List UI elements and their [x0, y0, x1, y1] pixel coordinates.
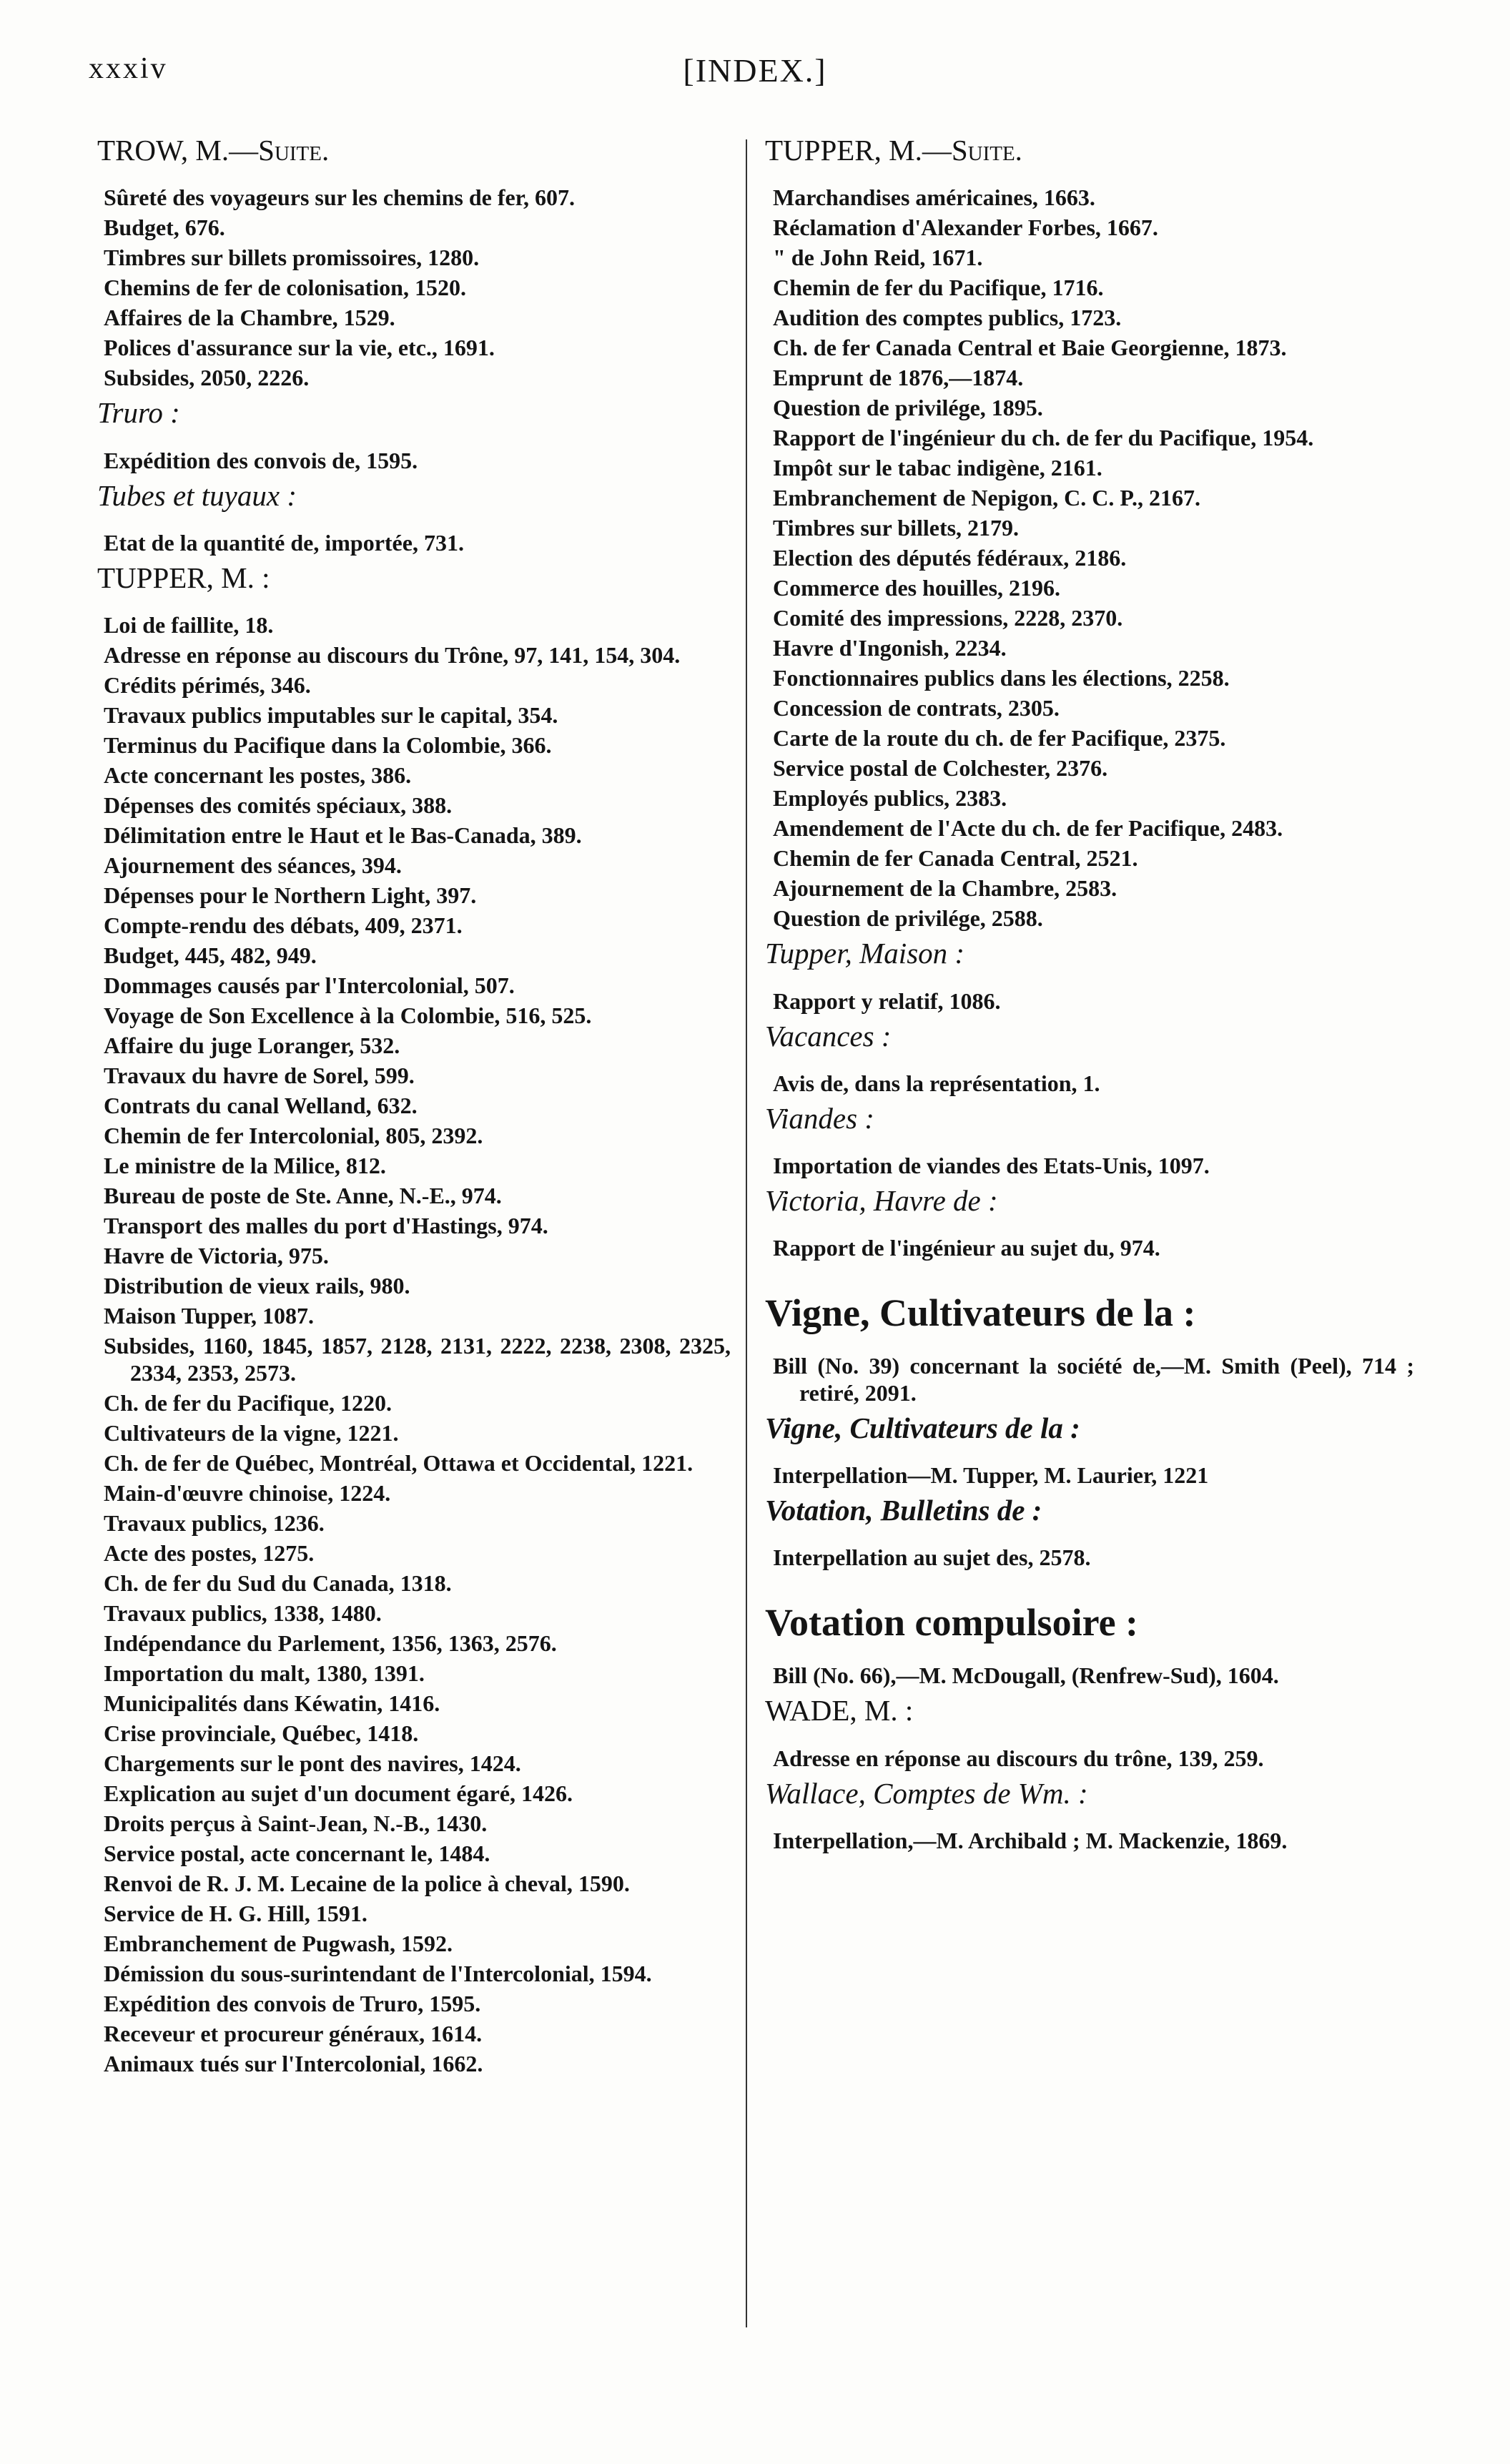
index-entry: Avis de, dans la représentation, 1.	[773, 1070, 1100, 1096]
index-entry: Distribution de vieux rails, 980.	[104, 1273, 410, 1298]
index-entry-list	[764, 1745, 1414, 1773]
index-entry: Employés publics, 2383.	[773, 785, 1007, 812]
index-entry: Question de privilége, 2588.	[773, 905, 1043, 932]
index-entry: Comité des impressions, 2228, 2370.	[773, 605, 1123, 631]
index-entry: Adresse en réponse au discours du trône, 139, 259.	[773, 1745, 1264, 1771]
index-entry: Importation du malt, 1380, 1391.	[104, 1660, 425, 1686]
index-entry: Ajournement de la Chambre, 2583.	[773, 875, 1117, 902]
index-entry: Délimitation entre le Haut et le Bas-Canada, 389.	[104, 822, 582, 848]
running-head: [INDEX.]	[683, 52, 827, 89]
index-entry: Voyage de Son Excellence à la Colombie, 516, 525.	[104, 1002, 592, 1028]
index-entry: Cultivateurs de la vigne, 1221.	[104, 1419, 399, 1446]
index-entry: Commerce des houilles, 2196.	[773, 575, 1061, 601]
index-entry: Budget, 676.	[104, 215, 225, 241]
index-entry-list	[94, 530, 731, 557]
index-entry: Renvoi de R. J. M. Lecaine de la police à cheval, 1590.	[104, 1870, 630, 1896]
index-entry: Affaires de la Chambre, 1529.	[104, 305, 395, 331]
index-entry: " de John Reid, 1671.	[773, 245, 983, 271]
page-header	[0, 51, 1510, 102]
index-entry-list	[764, 184, 1414, 932]
index-entry: Expédition des convois de Truro, 1595.	[104, 1990, 481, 2016]
index-entry: Audition des comptes publics, 1723.	[773, 305, 1122, 331]
index-heading: TUPPER, M.—Suite.	[765, 134, 1022, 167]
index-entry: Polices d'assurance sur la vie, etc., 1691.	[104, 335, 495, 361]
index-section-tupper-maison	[764, 935, 1414, 1015]
index-heading: WADE, M. :	[765, 1694, 914, 1728]
index-heading: Vigne, Cultivateurs de la :	[765, 1291, 1196, 1334]
index-heading: Wallace, Comptes de Wm. :	[765, 1776, 1088, 1810]
index-section-wade-m	[764, 1692, 1414, 1772]
index-entry: Chargements sur le pont des navires, 1424.	[104, 1750, 521, 1776]
index-entry: Subsides, 1160, 1845, 1857, 2128, 2131, 2222, 2238, 2308, 2325, 2334, 2353, 2573.	[104, 1333, 731, 1386]
index-entry: Service de H. G. Hill, 1591.	[104, 1900, 367, 1926]
index-entry: Carte de la route du ch. de fer Pacifique, 2375.	[773, 725, 1226, 751]
index-entry: Havre de Victoria, 975.	[104, 1243, 329, 1268]
index-entry: Timbres sur billets, 2179.	[773, 515, 1020, 541]
index-entry: Sûreté des voyageurs sur les chemins de fer, 607.	[104, 184, 575, 211]
index-entry-list	[764, 1235, 1414, 1262]
index-entry-list	[94, 612, 731, 2077]
index-entry: Question de privilége, 1895.	[773, 395, 1043, 421]
index-section-trow-m-suite	[94, 132, 731, 392]
index-entry: Service postal, acte concernant le, 1484.	[104, 1840, 490, 1866]
index-entry: Crédits périmés, 346.	[104, 672, 311, 698]
index-entry: Acte des postes, 1275.	[104, 1539, 315, 1566]
index-section-tupper-m-suite	[764, 132, 1414, 932]
index-column-left	[94, 132, 731, 2081]
index-entry: Chemins de fer de colonisation, 1520.	[104, 275, 466, 301]
index-entry: Adresse en réponse au discours du Trône, 97, 141, 154, 304.	[104, 642, 681, 668]
index-entry: Embranchement de Nepigon, C. C. P., 2167.	[773, 485, 1200, 511]
index-entry: Chemin de fer Canada Central, 2521.	[773, 845, 1138, 872]
index-heading: Truro :	[97, 396, 180, 430]
index-entry: Réclamation d'Alexander Forbes, 1667.	[773, 215, 1158, 241]
index-entry: Droits perçus à Saint-Jean, N.-B., 1430.	[104, 1810, 488, 1836]
index-entry: Chemin de fer du Pacifique, 1716.	[773, 275, 1104, 301]
index-entry: Expédition des convois de, 1595.	[104, 447, 418, 473]
index-entry: Ajournement des séances, 394.	[104, 852, 402, 878]
index-section-truro	[94, 395, 731, 474]
index-entry: Election des députés fédéraux, 2186.	[773, 545, 1127, 571]
index-section-viandes	[764, 1100, 1414, 1180]
index-entry: Embranchement de Pugwash, 1592.	[104, 1930, 453, 1956]
index-entry: Main-d'œuvre chinoise, 1224.	[104, 1479, 391, 1506]
index-entry: Maison Tupper, 1087.	[104, 1303, 315, 1329]
index-entry: Receveur et procureur généraux, 1614.	[104, 2020, 483, 2046]
index-entry: Acte concernant les postes, 386.	[104, 762, 412, 788]
index-entry-list	[764, 1544, 1414, 1572]
index-entry: Rapport de l'ingénieur du ch. de fer du Pacifique, 1954.	[773, 425, 1314, 451]
index-entry: Interpellation,—M. Archibald ; M. Mackenzie, 1869.	[773, 1827, 1288, 1853]
index-entry-list	[94, 448, 731, 475]
index-section-wallace-comptes-de-wm	[764, 1775, 1414, 1855]
index-entry: Loi de faillite, 18.	[104, 612, 274, 638]
index-entry: Havre d'Ingonish, 2234.	[773, 635, 1007, 661]
index-entry: Impôt sur le tabac indigène, 2161.	[773, 455, 1102, 481]
index-entry: Transport des malles du port d'Hastings, 974.	[104, 1213, 548, 1238]
index-entry: Fonctionnaires publics dans les élections, 2258.	[773, 665, 1230, 691]
index-heading: Vacances :	[765, 1019, 892, 1053]
page-number: xxxiv	[89, 52, 168, 85]
index-section-vacances	[764, 1018, 1414, 1098]
index-entry: Importation de viandes des Etats-Unis, 1097.	[773, 1153, 1210, 1178]
index-entry: Dépenses des comités spéciaux, 388.	[104, 792, 453, 818]
index-entry: Chemin de fer Intercolonial, 805, 2392.	[104, 1123, 483, 1148]
index-entry: Timbres sur billets promissoires, 1280.	[104, 245, 480, 271]
index-section-vigne-cultivateurs-de-la	[764, 1410, 1414, 1489]
index-entry: Travaux publics, 1338, 1480.	[104, 1600, 382, 1626]
index-entry: Affaire du juge Loranger, 532.	[104, 1033, 400, 1058]
index-entry: Ch. de fer de Québec, Montréal, Ottawa et Occidental, 1221.	[104, 1449, 694, 1476]
index-entry: Travaux publics imputables sur le capital, 354.	[104, 702, 558, 728]
index-entry-list	[764, 1662, 1414, 1690]
index-section-votation-bulletins-de	[764, 1492, 1414, 1572]
index-entry-list	[764, 988, 1414, 1015]
index-entry: Service postal de Colchester, 2376.	[773, 755, 1108, 782]
index-heading: Tubes et tuyaux :	[97, 478, 297, 512]
index-heading: TUPPER, M. :	[97, 561, 270, 594]
index-entry: Travaux du havre de Sorel, 599.	[104, 1063, 415, 1088]
index-entry-list	[764, 1462, 1414, 1489]
index-entry: Amendement de l'Acte du ch. de fer Pacifique, 2483.	[773, 815, 1283, 842]
index-entry: Bureau de poste de Ste. Anne, N.-E., 974.	[104, 1183, 502, 1208]
index-entry: Bill (No. 39) concernant la société de,—M. Smith (Peel), 714 ; retiré, 2091.	[773, 1353, 1414, 1406]
index-entry-list	[764, 1353, 1414, 1406]
index-entry-list	[764, 1828, 1414, 1855]
index-entry: Dépenses pour le Northern Light, 397.	[104, 882, 477, 908]
index-entry-list	[764, 1070, 1414, 1098]
index-entry: Terminus du Pacifique dans la Colombie, 366.	[104, 732, 552, 758]
index-entry-list	[764, 1153, 1414, 1180]
index-heading: Vigne, Cultivateurs de la :	[765, 1411, 1080, 1444]
index-entry: Bill (No. 66),—M. McDougall, (Renfrew-Sud), 1604.	[773, 1662, 1279, 1689]
index-entry: Concession de contrats, 2305.	[773, 695, 1060, 721]
index-entry: Crise provinciale, Québec, 1418.	[104, 1720, 419, 1746]
index-entry: Municipalités dans Kéwatin, 1416.	[104, 1690, 440, 1716]
index-entry: Interpellation—M. Tupper, M. Laurier, 1221	[773, 1462, 1209, 1488]
index-section-votation-compulsoire	[764, 1599, 1414, 1690]
index-entry: Compte-rendu des débats, 409, 2371.	[104, 912, 463, 938]
index-entry: Marchandises américaines, 1663.	[773, 184, 1095, 211]
index-entry: Emprunt de 1876,—1874.	[773, 365, 1024, 391]
index-heading: Victoria, Havre de :	[765, 1184, 998, 1217]
index-entry: Interpellation au sujet des, 2578.	[773, 1544, 1091, 1571]
index-entry: Ch. de fer Canada Central et Baie Georgienne, 1873.	[773, 335, 1287, 361]
index-entry: Démission du sous-surintendant de l'Intercolonial, 1594.	[104, 1960, 652, 1986]
index-entry: Le ministre de la Milice, 812.	[104, 1153, 386, 1178]
index-entry-list	[94, 184, 731, 392]
index-heading: Viandes :	[765, 1101, 874, 1135]
index-entry: Dommages causés par l'Intercolonial, 507.	[104, 972, 515, 998]
index-entry: Indépendance du Parlement, 1356, 1363, 2576.	[104, 1630, 557, 1656]
index-entry: Rapport y relatif, 1086.	[773, 987, 1001, 1014]
index-entry: Subsides, 2050, 2226.	[104, 365, 310, 391]
index-section-tubes-et-tuyaux	[94, 478, 731, 557]
index-section-tupper-m	[94, 560, 731, 2077]
index-entry: Rapport de l'ingénieur au sujet du, 974.	[773, 1235, 1160, 1261]
index-section-vigne-cultivateurs-de-la	[764, 1289, 1414, 1407]
index-heading: Tupper, Maison :	[765, 937, 965, 970]
index-entry: Ch. de fer du Sud du Canada, 1318.	[104, 1569, 452, 1596]
index-entry: Explication au sujet d'un document égaré, 1426.	[104, 1780, 573, 1806]
index-entry: Animaux tués sur l'Intercolonial, 1662.	[104, 2050, 483, 2076]
index-heading: Votation compulsoire :	[765, 1600, 1139, 1644]
index-entry: Budget, 445, 482, 949.	[104, 942, 317, 968]
index-section-victoria-havre-de	[764, 1183, 1414, 1262]
index-entry: Ch. de fer du Pacifique, 1220.	[104, 1389, 392, 1416]
index-heading: TROW, M.—Suite.	[97, 134, 330, 167]
index-entry: Etat de la quantité de, importée, 731.	[104, 529, 464, 556]
column-divider	[746, 139, 747, 2327]
index-heading: Votation, Bulletins de :	[765, 1494, 1042, 1527]
index-entry: Travaux publics, 1236.	[104, 1509, 325, 1536]
index-column-right	[764, 132, 1414, 1858]
index-entry: Contrats du canal Welland, 632.	[104, 1093, 418, 1118]
